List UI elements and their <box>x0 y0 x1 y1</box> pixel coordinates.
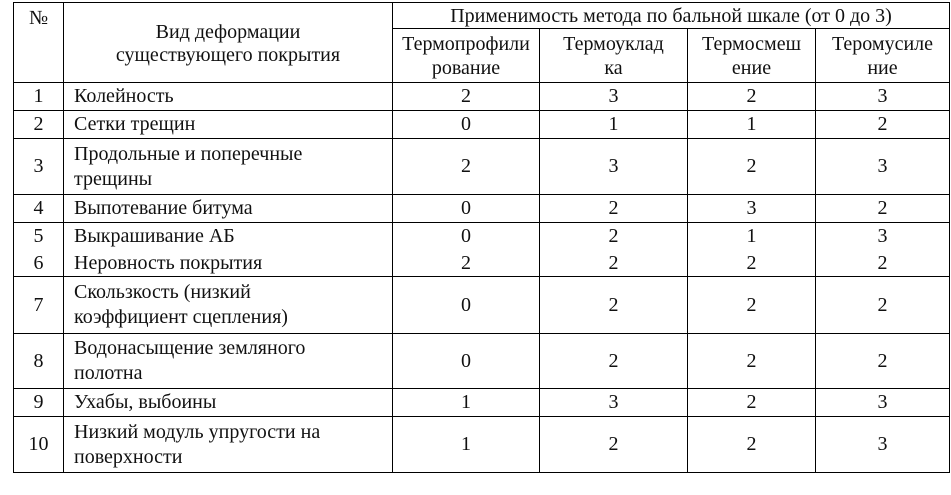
header-method-applicability: Применимость метода по бальной шкале (от 0 до 3) <box>393 3 950 29</box>
row-value: 3 <box>540 83 688 111</box>
row-deformation-name: Водонасыщение земляного полотна <box>64 334 393 389</box>
row-value: 0 <box>393 223 540 251</box>
header-method-thermoreinforcing: Теромусиление <box>816 29 950 83</box>
row-num: 6 <box>14 251 64 277</box>
row-value: 3 <box>688 195 816 223</box>
row-deformation-name: Скользкость (низкий коэффициент сцепления) <box>64 277 393 334</box>
table-row <box>14 277 950 334</box>
row-value: 3 <box>816 417 950 473</box>
row-value: 2 <box>540 334 688 389</box>
row-value: 3 <box>816 83 950 111</box>
row-value: 0 <box>393 334 540 389</box>
table-row <box>14 334 950 389</box>
header-method-thermomixing: Термосмешение <box>688 29 816 83</box>
row-num: 4 <box>14 195 64 223</box>
row-value: 2 <box>688 389 816 417</box>
row-value: 2 <box>816 277 950 334</box>
row-deformation-name: Ухабы, выбоины <box>64 389 393 417</box>
row-value: 2 <box>688 334 816 389</box>
row-value: 2 <box>688 83 816 111</box>
row-value: 2 <box>816 251 950 277</box>
row-deformation-name: Сетки трещин <box>64 111 393 139</box>
row-value: 1 <box>688 223 816 251</box>
row-deformation-name: Колейность <box>64 83 393 111</box>
row-num: 7 <box>14 277 64 334</box>
row-value: 3 <box>816 223 950 251</box>
row-deformation-name: Низкий модуль упругости на поверхности <box>64 417 393 473</box>
row-value: 2 <box>393 139 540 195</box>
header-method-thermoprofiling: Термопрофилирование <box>393 29 540 83</box>
row-value: 2 <box>393 83 540 111</box>
row-value: 0 <box>393 111 540 139</box>
row-num: 9 <box>14 389 64 417</box>
row-value: 0 <box>393 195 540 223</box>
row-value: 1 <box>688 111 816 139</box>
row-value: 3 <box>540 389 688 417</box>
row-value: 2 <box>540 417 688 473</box>
row-value: 2 <box>540 251 688 277</box>
row-value: 3 <box>816 139 950 195</box>
row-value: 2 <box>816 195 950 223</box>
row-value: 2 <box>688 277 816 334</box>
table-row <box>14 251 950 277</box>
table-row <box>14 223 950 251</box>
row-value: 3 <box>816 389 950 417</box>
table-row <box>14 389 950 417</box>
table-row <box>14 111 950 139</box>
deformation-methods-table <box>13 2 950 473</box>
header-num: № <box>14 3 64 83</box>
row-value: 2 <box>688 251 816 277</box>
header-method-thermolaying: Термоукладка <box>540 29 688 83</box>
row-num: 8 <box>14 334 64 389</box>
header-deformation-kind: Вид деформации существующего покрытия <box>64 3 393 83</box>
table-row <box>14 83 950 111</box>
row-deformation-name: Выпотевание битума <box>64 195 393 223</box>
row-num: 10 <box>14 417 64 473</box>
row-value: 0 <box>393 277 540 334</box>
row-value: 2 <box>816 334 950 389</box>
table-row <box>14 195 950 223</box>
row-num: 1 <box>14 83 64 111</box>
row-num: 5 <box>14 223 64 251</box>
row-value: 2 <box>688 139 816 195</box>
row-num: 3 <box>14 139 64 195</box>
row-value: 2 <box>816 111 950 139</box>
table-row <box>14 139 950 195</box>
row-value: 1 <box>540 111 688 139</box>
row-num: 2 <box>14 111 64 139</box>
row-value: 1 <box>393 417 540 473</box>
row-value: 2 <box>393 251 540 277</box>
row-value: 2 <box>540 223 688 251</box>
header-row-1 <box>14 3 950 29</box>
row-value: 2 <box>540 195 688 223</box>
table-row <box>14 417 950 473</box>
row-value: 3 <box>540 139 688 195</box>
row-value: 2 <box>540 277 688 334</box>
row-value: 2 <box>688 417 816 473</box>
row-deformation-name: Продольные и поперечные трещины <box>64 139 393 195</box>
row-deformation-name: Выкрашивание АБ <box>64 223 393 251</box>
row-value: 1 <box>393 389 540 417</box>
row-deformation-name: Неровность покрытия <box>64 251 393 277</box>
